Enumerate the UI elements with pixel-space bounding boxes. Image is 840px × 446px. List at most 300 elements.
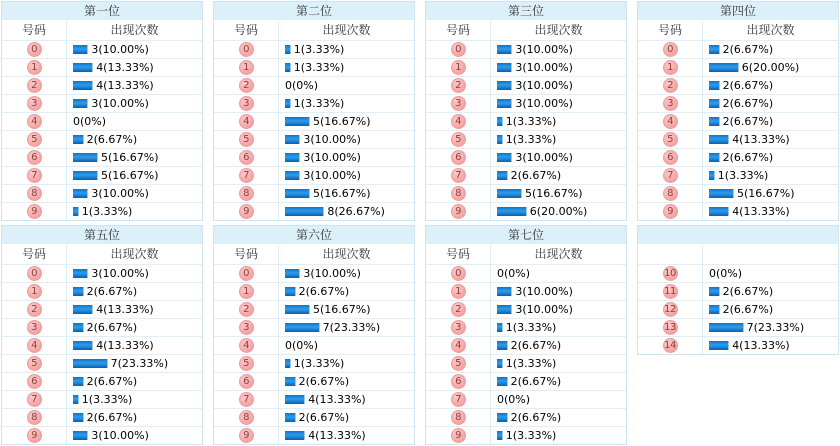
freq-bar [285,189,310,198]
number-cell [2,59,67,76]
freq-label: 3(10.00%) [91,267,149,280]
count-cell [703,131,838,148]
table-row [426,408,626,426]
freq-label: 2(6.67%) [722,151,774,164]
freq-label: 1(3.33%) [505,429,557,442]
count-cell [703,265,838,282]
freq-label: 1(3.33%) [293,61,345,74]
freq-label: 3(10.00%) [91,429,149,442]
freq-label: 0(0%) [285,79,319,92]
count-cell [279,167,414,184]
number-cell [426,337,491,354]
number-cell [2,427,67,444]
freq-label: 2(6.67%) [86,411,138,424]
number-badge: 8 [663,186,678,201]
number-cell [2,167,67,184]
number-badge: 11 [664,286,676,297]
table-row [638,40,838,58]
number-badge: 1 [239,284,254,299]
freq-label: 2(6.67%) [86,321,138,334]
count-cell [279,77,414,94]
table-row [2,76,202,94]
freq-bar [285,207,324,216]
count-cell [491,301,626,318]
panel-title: 第五位 [2,226,202,244]
freq-bar [73,99,88,108]
table-row [638,300,838,318]
number-cell [638,301,703,318]
count-cell [491,319,626,336]
panel-column-headers [214,20,414,40]
number-badge: 9 [27,204,42,219]
number-cell [2,95,67,112]
table-row [638,166,838,184]
freq-bar [709,287,720,296]
table-row [426,426,626,444]
number-badge: 2 [451,302,466,317]
table-row [214,202,414,220]
number-cell [214,185,279,202]
count-cell [279,373,414,390]
number-cell [214,427,279,444]
freq-label: 4(13.33%) [96,79,154,92]
number-badge: 4 [451,114,466,129]
number-cell [214,391,279,408]
count-cell [279,337,414,354]
table-row [214,112,414,130]
number-badge: 6 [27,150,42,165]
number-cell [214,59,279,76]
freq-bar [497,207,527,216]
table-row [2,148,202,166]
count-cell [67,131,202,148]
count-cell [279,391,414,408]
table-row [2,354,202,372]
number-cell [638,319,703,336]
number-cell [2,319,67,336]
freq-bar [285,117,310,126]
col-header-count: 出现次数 [322,23,371,37]
number-cell [2,409,67,426]
panel-rows [638,40,838,220]
table-row [214,336,414,354]
number-cell [214,409,279,426]
panel-title: 第二位 [214,2,414,20]
freq-label: 0(0%) [73,115,107,128]
table-row [426,390,626,408]
panel-rows [426,264,626,444]
col-header-number: 号码 [2,245,67,264]
number-cell [426,203,491,220]
number-badge: 0 [451,266,466,281]
count-cell [67,77,202,94]
number-badge: 1 [663,60,678,75]
number-badge: 9 [451,428,466,443]
freq-bar [73,269,88,278]
number-cell [426,113,491,130]
number-badge: 8 [451,186,466,201]
freq-label: 0(0%) [497,267,531,280]
panel-title: 第四位 [638,2,838,20]
table-row [214,390,414,408]
freq-bar [497,45,512,54]
position-panel [425,225,627,445]
freq-label: 3(10.00%) [303,267,361,280]
number-cell [638,167,703,184]
freq-bar [497,81,512,90]
freq-bar [73,323,84,332]
number-cell [214,131,279,148]
freq-label: 5(16.67%) [313,303,371,316]
freq-bar [285,395,305,404]
count-cell [703,149,838,166]
number-cell [2,185,67,202]
panel-rows [638,264,838,354]
freq-bar [73,207,79,216]
panel-rows [214,40,414,220]
freq-label: 3(10.00%) [91,97,149,110]
freq-label: 4(13.33%) [96,303,154,316]
freq-label: 1(3.33%) [293,43,345,56]
freq-bar [497,99,512,108]
number-badge: 3 [663,96,678,111]
panel-title: 第六位 [214,226,414,244]
count-cell [491,95,626,112]
count-cell [703,167,838,184]
count-cell [67,113,202,130]
freq-bar [497,287,512,296]
freq-bar [497,359,503,368]
freq-label: 2(6.67%) [86,375,138,388]
table-row [214,372,414,390]
freq-bar [709,81,720,90]
number-badge: 0 [239,266,254,281]
freq-bar [709,99,720,108]
number-badge: 12 [664,304,676,315]
number-cell [426,95,491,112]
count-cell [491,167,626,184]
number-cell [214,203,279,220]
number-cell [214,167,279,184]
number-cell [214,77,279,94]
position-panel [1,1,203,221]
freq-label: 3(10.00%) [303,169,361,182]
table-row [2,166,202,184]
number-badge: 5 [239,356,254,371]
panel-rows [214,264,414,444]
freq-bar [497,153,512,162]
number-badge: 2 [27,302,42,317]
table-row [2,112,202,130]
freq-bar [709,45,720,54]
number-cell [638,59,703,76]
table-row [426,166,626,184]
table-row [426,148,626,166]
number-badge: 5 [451,356,466,371]
number-cell [2,77,67,94]
table-row [214,354,414,372]
freq-label: 4(13.33%) [732,205,790,218]
freq-label: 3(10.00%) [303,133,361,146]
number-cell [426,355,491,372]
table-row [638,112,838,130]
number-cell [638,77,703,94]
number-badge: 5 [239,132,254,147]
number-cell [426,149,491,166]
number-badge: 2 [239,78,254,93]
number-badge: 9 [239,204,254,219]
panel-title [638,226,838,244]
freq-bar [497,431,503,440]
position-panel [637,225,839,355]
count-cell [67,167,202,184]
table-row [638,58,838,76]
table-row [426,300,626,318]
number-cell [426,41,491,58]
freq-bar [285,45,291,54]
freq-label: 1(3.33%) [81,393,133,406]
count-cell [279,149,414,166]
freq-label: 4(13.33%) [732,133,790,146]
number-cell [214,95,279,112]
freq-label: 2(6.67%) [722,97,774,110]
count-cell [67,149,202,166]
freq-label: 5(16.67%) [313,115,371,128]
freq-label: 4(13.33%) [96,339,154,352]
freq-label: 2(6.67%) [722,303,774,316]
table-row [2,372,202,390]
table-row [638,76,838,94]
panel-rows [2,264,202,444]
number-badge: 7 [451,392,466,407]
number-badge: 7 [663,168,678,183]
count-cell [491,391,626,408]
freq-bar [497,323,503,332]
table-row [426,372,626,390]
number-cell [426,131,491,148]
count-cell [703,319,838,336]
number-cell [214,265,279,282]
count-cell [279,409,414,426]
table-row [426,94,626,112]
freq-label: 4(13.33%) [308,429,366,442]
freq-label: 2(6.67%) [86,133,138,146]
freq-label: 5(16.67%) [737,187,795,200]
freq-label: 1(3.33%) [505,133,557,146]
count-cell [491,149,626,166]
count-cell [279,131,414,148]
table-row [426,76,626,94]
count-cell [67,427,202,444]
number-cell [426,77,491,94]
number-cell [214,355,279,372]
number-badge: 9 [239,428,254,443]
freq-label: 2(6.67%) [722,285,774,298]
number-cell [2,373,67,390]
number-badge: 2 [663,78,678,93]
number-cell [426,59,491,76]
number-badge: 1 [451,284,466,299]
freq-label: 2(6.67%) [722,43,774,56]
table-row [2,408,202,426]
number-cell [638,113,703,130]
freq-bar [709,305,720,314]
count-cell [279,203,414,220]
table-row [426,58,626,76]
freq-bar [709,171,715,180]
number-cell [426,265,491,282]
freq-label: 2(6.67%) [510,411,562,424]
panel-column-headers [426,244,626,264]
number-badge: 6 [663,150,678,165]
number-cell [426,185,491,202]
number-badge: 4 [239,114,254,129]
freq-bar [73,45,88,54]
freq-bar [497,413,508,422]
freq-label: 3(10.00%) [515,303,573,316]
number-badge: 9 [663,204,678,219]
number-badge: 8 [239,186,254,201]
number-cell [214,319,279,336]
number-cell [2,203,67,220]
number-cell [638,185,703,202]
table-row [638,336,838,354]
number-badge: 6 [451,150,466,165]
count-cell [703,185,838,202]
col-header-number [638,245,703,264]
table-row [426,264,626,282]
count-cell [491,59,626,76]
count-cell [279,265,414,282]
table-row [2,94,202,112]
freq-label: 6(20.00%) [741,61,800,74]
number-badge: 3 [27,96,42,111]
table-row [426,112,626,130]
col-header-number: 号码 [2,21,67,40]
number-cell [2,265,67,282]
number-badge: 7 [239,168,254,183]
number-cell [214,283,279,300]
freq-label: 3(10.00%) [303,151,361,164]
freq-label: 2(6.67%) [298,285,350,298]
number-cell [426,391,491,408]
number-badge: 1 [451,60,466,75]
table-row [214,166,414,184]
count-cell [491,265,626,282]
count-cell [491,77,626,94]
table-row [426,282,626,300]
freq-label: 2(6.67%) [722,79,774,92]
number-cell [2,391,67,408]
col-header-number: 号码 [214,245,279,264]
count-cell [703,337,838,354]
count-cell [67,301,202,318]
freq-bar [709,341,729,350]
table-row [638,318,838,336]
number-badge: 0 [27,42,42,57]
freq-label: 3(10.00%) [91,43,149,56]
count-cell [67,95,202,112]
table-row [214,76,414,94]
freq-bar [285,99,291,108]
count-cell [279,427,414,444]
freq-label: 2(6.67%) [510,169,562,182]
col-header-number: 号码 [426,245,491,264]
freq-label: 2(6.67%) [298,375,350,388]
number-cell [214,301,279,318]
number-badge: 13 [664,322,676,333]
table-row [2,58,202,76]
panel-column-headers [638,244,838,264]
table-row [426,354,626,372]
table-row [214,282,414,300]
table-row [638,184,838,202]
freq-bar [285,153,300,162]
number-cell [2,337,67,354]
table-row [426,202,626,220]
number-badge: 5 [27,132,42,147]
freq-bar [285,305,310,314]
number-badge: 1 [27,60,42,75]
count-cell [67,319,202,336]
freq-label: 6(20.00%) [529,205,588,218]
table-row [214,426,414,444]
count-cell [279,301,414,318]
col-header-count: 出现次数 [534,23,583,37]
freq-bar [497,341,508,350]
freq-label: 1(3.33%) [505,115,557,128]
number-badge: 7 [27,392,42,407]
freq-label: 1(3.33%) [717,169,769,182]
number-cell [2,355,67,372]
count-cell [67,41,202,58]
freq-label: 2(6.67%) [86,285,138,298]
table-row [426,40,626,58]
table-row [2,318,202,336]
number-badge: 7 [239,392,254,407]
col-header-number: 号码 [426,21,491,40]
number-badge: 3 [239,96,254,111]
count-cell [279,113,414,130]
count-cell [703,113,838,130]
table-row [214,300,414,318]
number-badge: 3 [451,320,466,335]
count-cell [67,409,202,426]
panel-rows [426,40,626,220]
table-row [214,318,414,336]
count-cell [67,283,202,300]
freq-label: 8(26.67%) [327,205,385,218]
freq-label: 3(10.00%) [515,43,573,56]
freq-bar [73,305,93,314]
number-cell [426,301,491,318]
number-cell [638,95,703,112]
panel-column-headers [214,244,414,264]
freq-bar [73,171,98,180]
freq-bar [285,269,300,278]
panel-rows [2,40,202,220]
freq-label: 2(6.67%) [722,115,774,128]
number-badge: 5 [27,356,42,371]
count-cell [67,203,202,220]
count-cell [67,265,202,282]
freq-label: 4(13.33%) [96,61,154,74]
freq-label: 1(3.33%) [293,97,345,110]
count-cell [279,319,414,336]
freq-label: 1(3.33%) [293,357,345,370]
count-cell [703,77,838,94]
freq-label: 3(10.00%) [515,61,573,74]
